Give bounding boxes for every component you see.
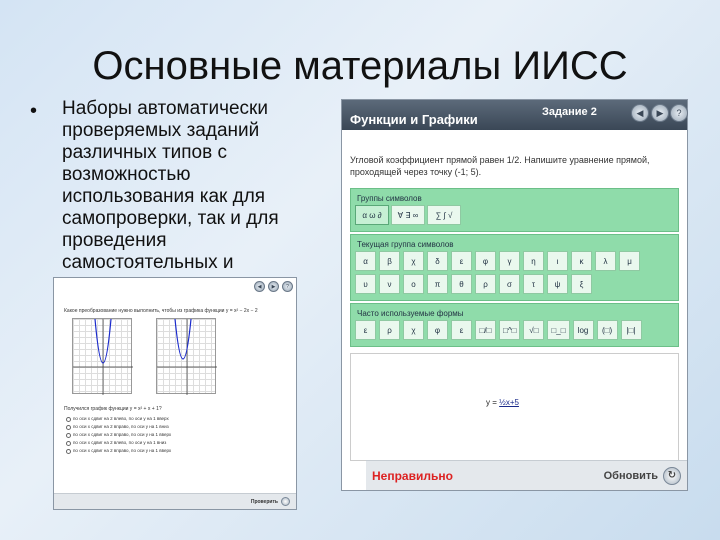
- form-key[interactable]: ε: [355, 320, 376, 340]
- task-number: Задание 2: [542, 106, 597, 118]
- help-button[interactable]: ?: [670, 104, 688, 122]
- window-titlebar: [342, 100, 687, 130]
- symbol-key[interactable]: α: [355, 251, 376, 271]
- bullet-line: использования как для: [62, 186, 266, 207]
- answer-option[interactable]: [54, 431, 296, 439]
- option-label: по оси x сдвиг на 2 вправо, по оси y на 1 вверх: [73, 448, 172, 453]
- bullet-line: проверяемых заданий: [62, 120, 260, 141]
- answer-prefix: y =: [486, 398, 497, 407]
- option-label: по оси x сдвиг на 2 вправо, по оси y на 1 вниз: [73, 424, 169, 429]
- refresh-label: Обновить: [603, 469, 658, 482]
- symbol-key[interactable]: κ: [571, 251, 592, 271]
- symbol-key[interactable]: τ: [523, 274, 544, 294]
- refresh-icon: ↻: [663, 467, 681, 485]
- parentheses-key[interactable]: (□): [597, 320, 618, 340]
- bullet-line: различных типов с: [62, 142, 227, 163]
- bullet-marker: •: [30, 100, 38, 122]
- abs-key[interactable]: |□|: [621, 320, 642, 340]
- symbol-key[interactable]: υ: [355, 274, 376, 294]
- bullet-text: [62, 98, 332, 274]
- symbol-key[interactable]: π: [427, 274, 448, 294]
- graph-result: [156, 318, 216, 394]
- app-name: Функции и Графики: [58, 286, 127, 293]
- fraction-key[interactable]: □/□: [475, 320, 496, 340]
- slide-title: Основные материалы ИИСС: [92, 44, 628, 88]
- symbol-key[interactable]: μ: [619, 251, 640, 271]
- symbol-key[interactable]: λ: [595, 251, 616, 271]
- option-label: по оси x сдвиг на 2 влево, по оси y на 1 вниз: [73, 440, 167, 445]
- radio-icon[interactable]: [66, 433, 71, 438]
- bullet-line: самопроверки, так и для: [62, 208, 279, 229]
- next-task-button[interactable]: ▶: [651, 104, 669, 122]
- group-logic-key[interactable]: ∀ ∃ ∞: [391, 205, 425, 225]
- question-text: Получился график функции y = x² + x + 1?: [64, 406, 162, 412]
- check-icon: [281, 497, 290, 506]
- symbol-key[interactable]: δ: [427, 251, 448, 271]
- parabola-curve: [175, 319, 191, 359]
- group-greek-key[interactable]: α ω ∂: [355, 205, 389, 225]
- symbol-key[interactable]: χ: [403, 251, 424, 271]
- answer-input-area[interactable]: [350, 353, 679, 461]
- task-text: Какое преобразование нужно выполнить, чтобы из графика функции y = x² − 2x − 2: [64, 308, 258, 314]
- parabola-graph: [73, 319, 133, 395]
- window-titlebar: [54, 278, 296, 296]
- log-key[interactable]: log: [573, 320, 594, 340]
- task-number: Задание 13: [184, 283, 218, 289]
- symbol-groups-panel: [350, 188, 679, 232]
- symbol-key[interactable]: σ: [499, 274, 520, 294]
- sqrt-key[interactable]: √□: [523, 320, 544, 340]
- result-status: Неправильно: [372, 468, 453, 483]
- bullet-line: проведения: [62, 230, 167, 251]
- bullet-line: возможностью: [62, 164, 191, 185]
- radio-icon[interactable]: [66, 417, 71, 422]
- current-group-label: Текущая группа символов: [357, 240, 454, 249]
- form-key[interactable]: χ: [403, 320, 424, 340]
- symbol-key[interactable]: ο: [403, 274, 424, 294]
- answer-option[interactable]: [54, 439, 296, 447]
- symbol-key[interactable]: η: [523, 251, 544, 271]
- answer-value[interactable]: ½x+5: [499, 398, 519, 407]
- form-key[interactable]: φ: [427, 320, 448, 340]
- app-name: Функции и Графики: [350, 111, 478, 127]
- answer-option[interactable]: [54, 415, 296, 423]
- symbol-key[interactable]: ν: [379, 274, 400, 294]
- answer-option[interactable]: [54, 423, 296, 431]
- option-label: по оси x сдвиг на 2 вправо, по оси y на 1 вверх: [73, 432, 172, 437]
- frequent-label: Часто используемые формы: [357, 309, 464, 318]
- check-label: Проверить: [250, 498, 278, 505]
- prev-task-button[interactable]: ◀: [631, 104, 649, 122]
- symbol-key[interactable]: ε: [451, 251, 472, 271]
- answer-line: [486, 398, 519, 407]
- symbol-key[interactable]: ψ: [547, 274, 568, 294]
- prev-task-button[interactable]: ◀: [254, 281, 265, 292]
- task-text: Угловой коэффициент прямой равен 1/2. Напишите уравнение прямой, проходящей через точку (-1; 5).: [350, 155, 650, 177]
- symbol-key[interactable]: β: [379, 251, 400, 271]
- refresh-button[interactable]: [604, 467, 681, 485]
- answer-option[interactable]: [54, 447, 296, 455]
- parabola-graph: [157, 319, 217, 395]
- form-key[interactable]: ε: [451, 320, 472, 340]
- power-key[interactable]: □^□: [499, 320, 520, 340]
- check-button[interactable]: [54, 493, 296, 509]
- functions-window-secondary: [53, 277, 297, 510]
- symbol-key[interactable]: φ: [475, 251, 496, 271]
- radio-icon[interactable]: [66, 441, 71, 446]
- graph-original: [72, 318, 132, 394]
- symbol-key[interactable]: γ: [499, 251, 520, 271]
- symbol-key[interactable]: ξ: [571, 274, 592, 294]
- groups-label: Группы символов: [357, 194, 422, 203]
- symbol-key[interactable]: ι: [547, 251, 568, 271]
- graphs: [54, 318, 296, 394]
- bullet-line: самостоятельных и: [62, 252, 234, 273]
- symbol-key[interactable]: θ: [451, 274, 472, 294]
- option-label: по оси x сдвиг на 2 влево, по оси y на 1 вверх: [73, 416, 169, 421]
- next-task-button[interactable]: ▶: [268, 281, 279, 292]
- group-calculus-key[interactable]: ∑ ∫ √: [427, 205, 461, 225]
- form-key[interactable]: ρ: [379, 320, 400, 340]
- current-group-panel: [350, 234, 679, 301]
- functions-window-main: [341, 99, 688, 491]
- frequent-forms-panel: [350, 303, 679, 347]
- bullet-line: Наборы автоматически: [62, 98, 268, 119]
- symbol-key[interactable]: ρ: [475, 274, 496, 294]
- status-bar: [366, 460, 687, 490]
- radio-icon[interactable]: [66, 449, 71, 454]
- subscript-key[interactable]: □_□: [547, 320, 569, 340]
- help-button[interactable]: ?: [282, 281, 293, 292]
- radio-icon[interactable]: [66, 425, 71, 430]
